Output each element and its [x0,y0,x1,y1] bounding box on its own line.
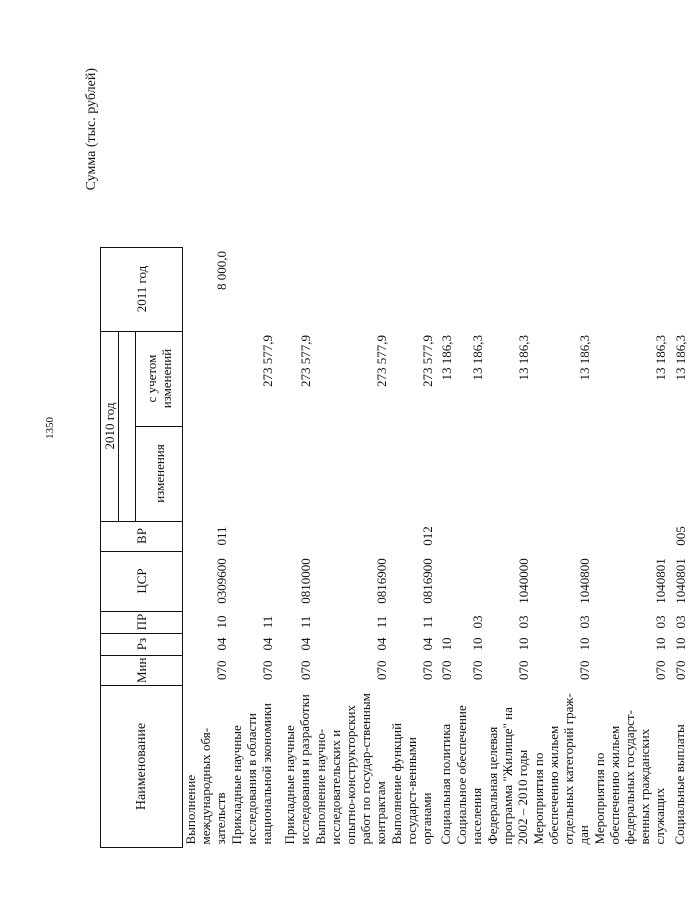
row-min: 070 [516,660,531,681]
row-pr: 11 [374,615,389,629]
row-rz: 04 [420,637,435,651]
row-name: Прикладные научные исследования и разработки [282,694,312,845]
row-name: Выполнение научно-исследовательских и опытно-конструкторских работ по государ-ственным контрактам [313,693,388,845]
row-name: Мероприятия по обеспечению жильем федеральных государст-венных гражданских служащих [592,710,667,845]
row-min: 070 [298,660,313,681]
row-2011 [592,247,668,331]
row-min: 070 [214,660,229,681]
table-row [668,247,688,847]
row-with-changes: 273 577,9 [374,335,389,388]
row-with-changes [183,331,230,426]
row-min: 070 [420,660,435,681]
row-changes [313,426,389,521]
row-2011 [229,247,275,331]
header-changes: изменения [136,426,183,521]
row-pr: 10 [214,615,229,629]
table-row [183,247,230,847]
table-row [275,247,313,847]
row-min: 070 [260,660,275,681]
header-year-2011: 2011 год [101,247,183,331]
row-csr: 1040801 [673,558,688,604]
row-2011 [531,247,592,331]
row-name: Социальная политика [438,723,453,845]
header-vr: ВР [101,521,183,551]
row-pr: 03 [470,615,485,629]
row-min: 070 [374,660,389,681]
row-changes [435,426,454,521]
row-name: Мероприятия по обеспечению жильем отдельных категорий граж-дан [531,693,591,845]
row-with-changes: 13 186,3 [439,335,454,381]
row-with-changes: 13 186,3 [577,335,592,381]
row-changes [485,426,531,521]
table-row [229,247,275,847]
row-min: 070 [470,660,485,681]
row-vr [592,521,668,551]
row-vr: 005 [673,526,688,546]
row-name: Выполнение международных обя-зательств [183,727,228,845]
row-vr: 011 [214,526,229,546]
table-header [101,247,183,847]
row-rz: 10 [673,637,688,651]
row-pr: 11 [260,615,275,629]
row-pr: 03 [577,615,592,629]
budget-document [84,68,688,848]
row-csr: 0816900 [374,558,389,604]
header-with-changes: с учетом изменений [136,331,183,426]
table-row [454,247,485,847]
row-vr [454,521,485,551]
row-rz: 04 [214,637,229,651]
table-body [183,247,688,847]
row-changes [275,426,313,521]
row-2011 [389,247,435,331]
row-pr: 03 [516,615,531,629]
row-vr [531,521,592,551]
row-csr: 0810000 [298,558,313,604]
header-year-2010: 2010 год [101,331,119,521]
table-row [485,247,531,847]
row-2011 [485,247,531,331]
table-row [389,247,435,847]
row-vr [229,521,275,551]
row-csr: 0309600 [214,558,229,604]
row-2011 [275,247,313,331]
row-changes [454,426,485,521]
page-number: 1350 [44,417,56,439]
row-min: 070 [673,660,688,681]
header-rz: Рз [101,633,183,655]
header-min: Мин [101,655,183,685]
row-with-changes: 273 577,9 [260,335,275,388]
row-name: Федеральная целевая программа "Жилище" на 2002 – 2010 годы [485,707,530,845]
header-name: Наименование [101,686,183,848]
row-with-changes: 13 186,3 [653,335,668,381]
row-2011 [668,247,688,331]
row-csr [454,551,485,611]
table-row [592,247,668,847]
row-changes [183,426,230,521]
row-name: Социальное обеспечение населения [454,705,484,845]
row-csr [435,551,454,611]
row-vr [313,521,389,551]
row-rz: 10 [577,637,592,651]
row-csr: 0816900 [420,558,435,604]
row-pr: 11 [420,615,435,629]
row-2011 [435,247,454,331]
header-pr: ПР [101,611,183,633]
row-with-changes: 13 186,3 [516,335,531,381]
row-2011: 8 000,0 [214,251,229,291]
units-label: Сумма (тыс. рублей) [84,68,99,191]
row-vr [435,521,454,551]
row-rz: 04 [260,637,275,651]
row-name: Социальные выплаты [672,724,687,845]
row-pr: 03 [653,615,668,629]
row-pr: 11 [298,615,313,629]
row-min: 070 [653,660,668,681]
row-2011 [313,247,389,331]
row-min: 070 [439,660,454,681]
row-rz: 10 [516,637,531,651]
row-rz: 10 [470,637,485,651]
row-csr [229,551,275,611]
row-2011 [454,247,485,331]
row-rz: 10 [439,637,454,651]
row-with-changes: 13 186,3 [673,335,688,381]
row-csr: 1040801 [653,558,668,604]
row-csr: 1040000 [516,558,531,604]
row-with-changes: 273 577,9 [298,335,313,388]
row-with-changes: 13 186,3 [470,335,485,381]
row-changes [389,426,435,521]
row-changes [531,426,592,521]
row-rz: 04 [298,637,313,651]
row-changes [592,426,668,521]
table-row [435,247,454,847]
row-vr [485,521,531,551]
row-changes [668,426,688,521]
row-rz: 04 [374,637,389,651]
row-pr [435,611,454,633]
row-name: Выполнение функций государст-венными органами [389,722,434,845]
row-min: 070 [577,660,592,681]
row-csr: 1040800 [577,558,592,604]
row-pr: 03 [673,615,688,629]
row-rz: 10 [653,637,668,651]
budget-table [100,247,688,848]
table-row [531,247,592,847]
row-vr [275,521,313,551]
row-changes [229,426,275,521]
row-vr: 012 [420,526,435,546]
row-name: Прикладные научные исследования в области национальной экономики [229,703,274,845]
header-csr: ЦСР [101,551,183,611]
row-with-changes: 273 577,9 [420,335,435,388]
table-row [313,247,389,847]
header-2010-spacer [119,331,136,521]
